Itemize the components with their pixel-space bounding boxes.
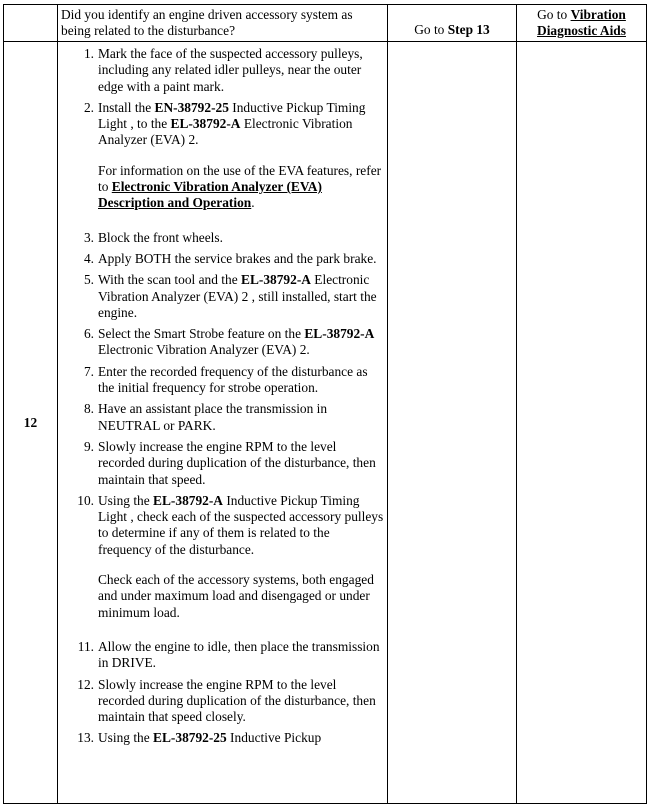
vibration-diagnostic-aids-link[interactable]: Vibration Diagnostic Aids xyxy=(537,7,626,38)
list-item: 6. Select the Smart Strobe feature on the EL-38792-A Electronic Vibration Analyzer (EVA) 2. xyxy=(83,326,375,358)
list-item: 8. Have an assistant place the transmission in NEUTRAL or PARK. xyxy=(83,401,328,433)
list-item: 13. Using the EL-38792-25 Inductive Pickup xyxy=(77,730,322,746)
list-item: 11. Allow the engine to idle, then place the transmission in DRIVE. xyxy=(77,638,380,671)
question-row xyxy=(4,5,647,42)
list-item: 4. Apply BOTH the service brakes and the park brake. xyxy=(83,250,377,266)
step-13-link[interactable]: Step 13 xyxy=(447,22,490,37)
eva-description-link[interactable]: Electronic Vibration Analyzer (EVA) Description and Operation xyxy=(98,179,322,211)
no-prefix: Go to xyxy=(537,7,571,22)
list-item: 9. Slowly increase the engine RPM to the level recorded during duplication of the disturbance, then maintain that speed. xyxy=(83,438,376,487)
yes-action-cell xyxy=(388,5,517,42)
list-item: 3. Block the front wheels. xyxy=(83,229,223,245)
empty-step-cell xyxy=(4,5,58,42)
list-item: 2. Install the EN-38792-25 Inductive Pickup Timing Light , to the EL-38792-A Electronic Vibration Analyzer (EVA) 2. xyxy=(83,99,366,148)
list-item: 5. With the scan tool and the EL-38792-A Electronic Vibration Analyzer (EVA) 2 , still installed, start the engine. xyxy=(83,272,377,320)
yes-action-empty-cell xyxy=(388,42,517,804)
diagnostic-table xyxy=(3,4,647,804)
question-cell: Did you identify an engine driven accessory system as being related to the disturbance? xyxy=(58,5,388,42)
eva-reference-note: For information on the use of the EVA features, refer to Electronic Vibration Analyzer (EVA) Description and Operation. xyxy=(98,162,382,211)
list-item: 1. Mark the face of the suspected accessory pulleys, including any related idler pulleys, near the outer edge with a paint mark. xyxy=(83,46,363,94)
step-row xyxy=(4,42,647,804)
list-item: 10. Using the EL-38792-A Inductive Pickup Timing Light , check each of the suspected accessory pulleys to determine if any of them is related to the frequency of the disturbance. xyxy=(77,492,384,557)
accessory-check-note: Check each of the accessory systems, both engaged and under maximum load and disengaged or under minimum load. xyxy=(98,572,374,620)
list-item: 7. Enter the recorded frequency of the disturbance as the initial frequency for strobe operation. xyxy=(83,363,368,396)
step-instructions xyxy=(58,42,388,804)
step-number: 12 xyxy=(4,42,58,804)
no-action-cell xyxy=(517,5,647,42)
no-action-empty-cell xyxy=(517,42,647,804)
list-item: 12. Slowly increase the engine RPM to the level recorded during duplication of the disturbance, then maintain that speed closely. xyxy=(77,676,376,725)
yes-prefix: Go to xyxy=(414,22,448,37)
